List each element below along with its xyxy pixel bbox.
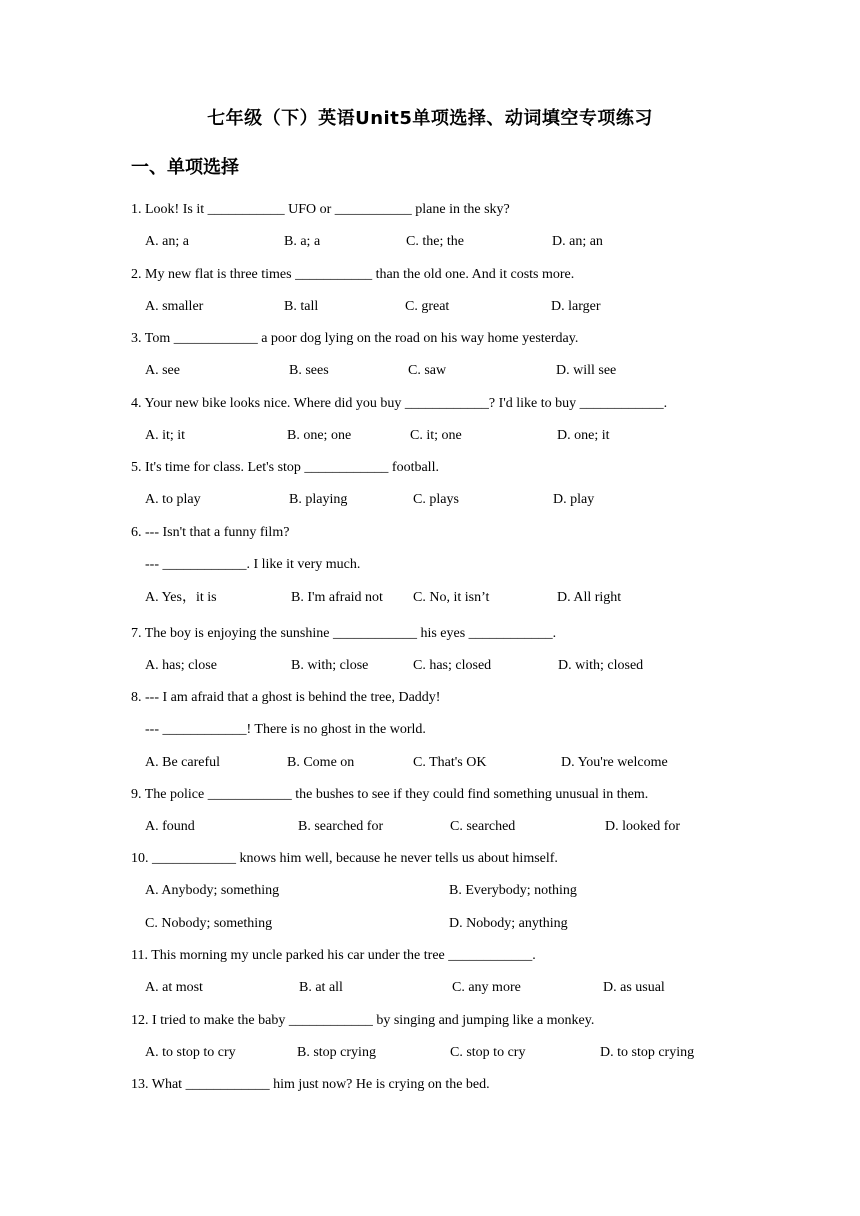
- question-10-option-a: A. Anybody; something: [145, 883, 280, 898]
- question-1-option-b: B. a; a: [284, 234, 321, 249]
- section-heading: 一、单项选择: [131, 157, 239, 178]
- question-6-reply: --- ____________. I like it very much.: [145, 557, 361, 572]
- page-title: 七年级（下）英语Unit5单项选择、动词填空专项练习: [207, 108, 653, 129]
- question-8-option-b: B. Come on: [287, 755, 355, 770]
- question-5-option-d: D. play: [553, 492, 595, 507]
- question-3-option-d: D. will see: [556, 363, 617, 378]
- question-12-option-a: A. to stop to cry: [145, 1045, 236, 1060]
- question-6-option-d: D. All right: [557, 590, 622, 605]
- question-12-option-b: B. stop crying: [297, 1045, 376, 1060]
- question-11-option-a: A. at most: [145, 980, 203, 995]
- question-9-stem: 9. The police ____________ the bushes to see if they could find something unusual in them.: [131, 787, 649, 802]
- question-6-option-b: B. I'm afraid not: [291, 590, 383, 605]
- question-5-stem: 5. It's time for class. Let's stop ____________ football.: [131, 460, 439, 475]
- question-7-option-d: D. with; closed: [558, 658, 644, 673]
- question-8-option-a: A. Be careful: [145, 755, 221, 770]
- question-3-option-b: B. sees: [289, 363, 329, 378]
- question-12-stem: 12. I tried to make the baby ____________ by singing and jumping like a monkey.: [131, 1013, 595, 1028]
- question-6-option-a: A. Yes，it is: [145, 590, 217, 605]
- question-8-option-c: C. That's OK: [413, 755, 487, 770]
- question-13-stem: 13. What ____________ him just now? He is crying on the bed.: [131, 1077, 490, 1092]
- question-7-option-b: B. with; close: [291, 658, 369, 673]
- question-3-option-c: C. saw: [408, 363, 447, 378]
- question-4-option-c: C. it; one: [410, 428, 462, 443]
- question-3-option-a: A. see: [145, 363, 180, 378]
- question-8-option-d: D. You're welcome: [561, 755, 668, 770]
- question-2-stem: 2. My new flat is three times ___________ than the old one. And it costs more.: [131, 267, 575, 282]
- question-10-option-c: C. Nobody; something: [145, 916, 273, 931]
- question-7-option-a: A. has; close: [145, 658, 217, 673]
- question-11-option-c: C. any more: [452, 980, 521, 995]
- question-5-option-a: A. to play: [145, 492, 201, 507]
- question-2-option-b: B. tall: [284, 299, 319, 314]
- question-3-stem: 3. Tom ____________ a poor dog lying on the road on his way home yesterday.: [131, 331, 579, 346]
- question-9-option-d: D. looked for: [605, 819, 681, 834]
- question-10-stem: 10. ____________ knows him well, because he never tells us about himself.: [131, 851, 558, 866]
- question-1-option-c: C. the; the: [406, 234, 464, 249]
- question-12-option-d: D. to stop crying: [600, 1045, 695, 1060]
- question-7-stem: 7. The boy is enjoying the sunshine ____________ his eyes ____________.: [131, 626, 557, 641]
- question-4-option-b: B. one; one: [287, 428, 352, 443]
- question-10-option-d: D. Nobody; anything: [449, 916, 568, 931]
- question-4-stem: 4. Your new bike looks nice. Where did you buy ____________? I'd like to buy ____________.: [131, 396, 668, 411]
- question-4-option-a: A. it; it: [145, 428, 186, 443]
- question-2-option-c: C. great: [405, 299, 450, 314]
- question-8-stem: 8. --- I am afraid that a ghost is behind the tree, Daddy!: [131, 690, 441, 705]
- question-1-stem: 1. Look! Is it ___________ UFO or ___________ plane in the sky?: [131, 202, 510, 217]
- question-11-option-d: D. as usual: [603, 980, 665, 995]
- question-11-stem: 11. This morning my uncle parked his car under the tree ____________.: [131, 948, 536, 963]
- question-10-option-b: B. Everybody; nothing: [449, 883, 577, 898]
- question-9-option-b: B. searched for: [298, 819, 384, 834]
- question-5-option-c: C. plays: [413, 492, 459, 507]
- question-11-option-b: B. at all: [299, 980, 343, 995]
- question-9-option-c: C. searched: [450, 819, 516, 834]
- question-1-option-d: D. an; an: [552, 234, 603, 249]
- question-2-option-d: D. larger: [551, 299, 601, 314]
- question-12-option-c: C. stop to cry: [450, 1045, 526, 1060]
- question-4-option-d: D. one; it: [557, 428, 610, 443]
- question-1-option-a: A. an; a: [145, 234, 189, 249]
- question-2-option-a: A. smaller: [145, 299, 204, 314]
- question-6-option-c: C. No, it isn’t: [413, 590, 490, 605]
- question-5-option-b: B. playing: [289, 492, 348, 507]
- question-7-option-c: C. has; closed: [413, 658, 492, 673]
- question-6-stem: 6. --- Isn't that a funny film?: [131, 525, 290, 540]
- question-8-reply: --- ____________! There is no ghost in the world.: [145, 722, 426, 737]
- question-9-option-a: A. found: [145, 819, 195, 834]
